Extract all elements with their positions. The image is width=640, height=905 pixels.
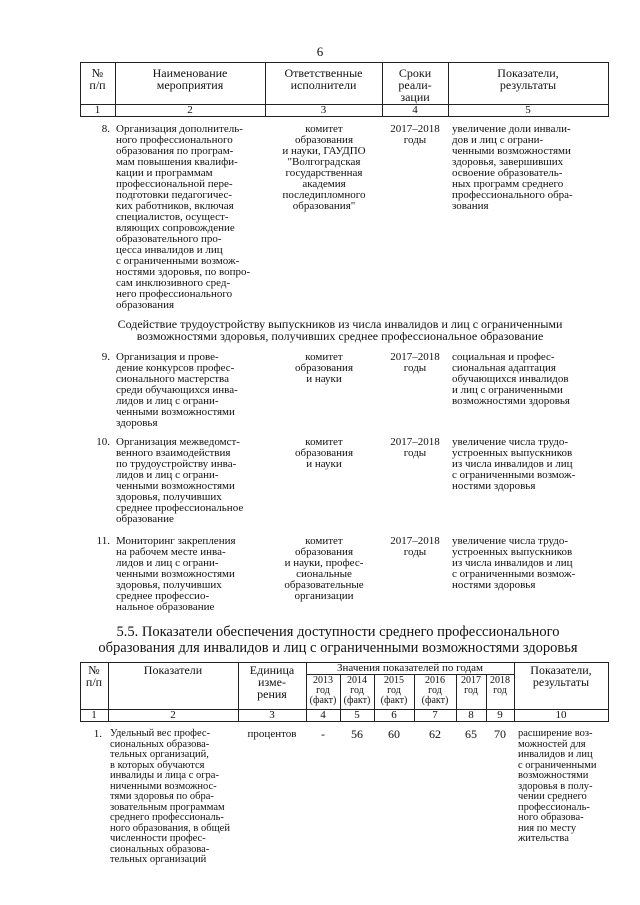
result-text: расширение воз- можностей для инвалидов и лиц с ограниченными возможностями здоровья в полу- чении среднего профессиональ- ного образова- ния по месту жительства [518, 728, 597, 844]
table2-colnum: 7 [432, 709, 438, 721]
value-2017: 65 [465, 727, 477, 741]
table2-colnum: 9 [497, 709, 503, 721]
table1-colnum: 2 [187, 104, 193, 116]
table2-colnum: 1 [91, 709, 97, 721]
row-number: 9. [101, 351, 110, 363]
row-results: увеличение числа трудо- устроенных выпускников из числа инвалидов и лиц с ограниченными возмож- ностями здоровья [452, 535, 576, 591]
table1-header-name: Наименование мероприятия [152, 66, 228, 92]
table1-colnum: 3 [320, 104, 327, 116]
table2-header-results: Показатели, результаты [530, 663, 592, 689]
table1-colnum: 4 [412, 104, 418, 116]
table1-colnum: 5 [525, 104, 531, 116]
section-heading-5-5: 5.5. Показатели обеспечения доступности среднего профессионального образования для инвалидов и лиц с ограниченными возможностями здоровья [98, 624, 578, 656]
row-number: 1. [93, 728, 102, 740]
year-header: 2015 год (факт) [380, 675, 408, 706]
page-number: 6 [316, 44, 324, 59]
row-terms: 2017–2018 годы [390, 123, 440, 146]
row-name: Мониторинг закрепления на рабочем месте инва- лидов и лиц с ограни- ченными возможностями здоровья, получивших среднее профессио- нальное образование [116, 535, 236, 613]
row-resp: комитет образования и науки, ГАУДПО "Волгоградская государственная академия последипломного образования" [282, 123, 366, 212]
unit-text: процентов [247, 728, 297, 740]
table2-header-indicators: Показатели [143, 663, 203, 677]
row-resp: комитет образования и науки [294, 436, 354, 470]
table2-colnum: 2 [170, 709, 176, 721]
table1-header-resp: Ответственные исполнители [284, 66, 363, 92]
year-header: 2018 год [490, 675, 510, 696]
row-number: 10. [96, 436, 110, 448]
table1-header-results: Показатели, результаты [497, 66, 559, 92]
year-header: 2014 год (факт) [343, 675, 371, 706]
row-results: увеличение числа трудо- устроенных выпускников из числа инвалидов и лиц с ограниченными возмож- ностями здоровья [452, 436, 576, 492]
table2-header-values-group: Значения показателей по годам [337, 662, 483, 674]
row-terms: 2017–2018 годы [390, 436, 440, 459]
table2-colnum: 6 [391, 709, 397, 721]
row-resp: комитет образования и науки, профес- сиональные образовательные организации [284, 535, 364, 602]
value-2016: 62 [429, 727, 441, 741]
row-number: 8. [101, 123, 110, 135]
row-name: Организация межведомст- венного взаимодействия по трудоустройству инва- лидов и лиц с ограни- ченными возможностями здоровья, получивших среднее профессиональное образование [116, 436, 244, 525]
value-2018: 70 [494, 727, 506, 741]
table2-header-num: № п/п [85, 663, 103, 689]
value-2014: 56 [351, 727, 363, 741]
year-header: 2016 год (факт) [421, 675, 449, 706]
row-resp: комитет образования и науки [294, 351, 354, 385]
row-name: Организация дополнитель- ного профессионального образования по програм- мам повышения квалифи- кации и программам профессиональной пере- подготовки педагогичес- ких работников, включая специалистов, осущест- вляющих сопровождение образовательного про- цесса инвалидов и лиц с ограниченными возмож- ностями здоровья, по вопро- сам инклюзивного сред- него профессионального образования [116, 123, 251, 311]
value-2015: 60 [388, 727, 400, 741]
row-terms: 2017–2018 годы [390, 351, 440, 374]
table2-colnum: 8 [468, 709, 474, 721]
table1-header-num: № п/п [89, 66, 106, 92]
row-results: увеличение доли инвали- дов и лиц с ограни- ченными возможностями здоровья, завершивших освоение образователь- ных программ среднего профессионального обра- зования [452, 123, 573, 212]
table1-vline [608, 62, 609, 117]
section-title: Содействие трудоустройству выпускников из числа инвалидов и лиц с ограниченными возможностями здоровья, получивших среднее профессиональное образование [117, 317, 563, 343]
year-header: 2017 год [461, 675, 481, 696]
table1-top-border [80, 62, 608, 63]
table2-colnum-divider [80, 721, 608, 722]
value-2013: - [321, 727, 325, 741]
table2-colnum: 10 [555, 709, 567, 721]
indicator-text: Удельный вес профес- сиональных образова- тельных организаций, в которых обучаются инвалиды и лица с огра- ниченными возможнос- тями здоровья по обра- зовательным программам среднего профессиональ- ного образования, в общей численности профес- сиональных образова- тельных организаций [110, 728, 230, 865]
table2-colnum: 5 [354, 709, 360, 721]
row-results: социальная и профес- сиональная адаптация обучающихся инвалидов и лиц с ограниченными возможностями здоровья [452, 351, 570, 407]
year-header: 2013 год (факт) [309, 675, 337, 706]
row-number: 11. [96, 535, 110, 547]
table2-year-divider [306, 674, 514, 675]
table2-header-unit: Единица изме- рения [249, 663, 295, 701]
table1-colnum-divider [80, 116, 608, 117]
table2-colnum: 3 [269, 709, 275, 721]
table1-header-terms: Сроки реали- зации [398, 66, 432, 104]
table1-colnum: 1 [94, 104, 101, 116]
table2-vline [608, 662, 609, 722]
table2-colnum: 4 [320, 709, 326, 721]
row-name: Организация и прове- дение конкурсов профес- сионального мастерства среди обучающихся инва- лидов и лиц с ограни- ченными возможностями здоровья [116, 351, 238, 429]
row-terms: 2017–2018 годы [390, 535, 440, 558]
